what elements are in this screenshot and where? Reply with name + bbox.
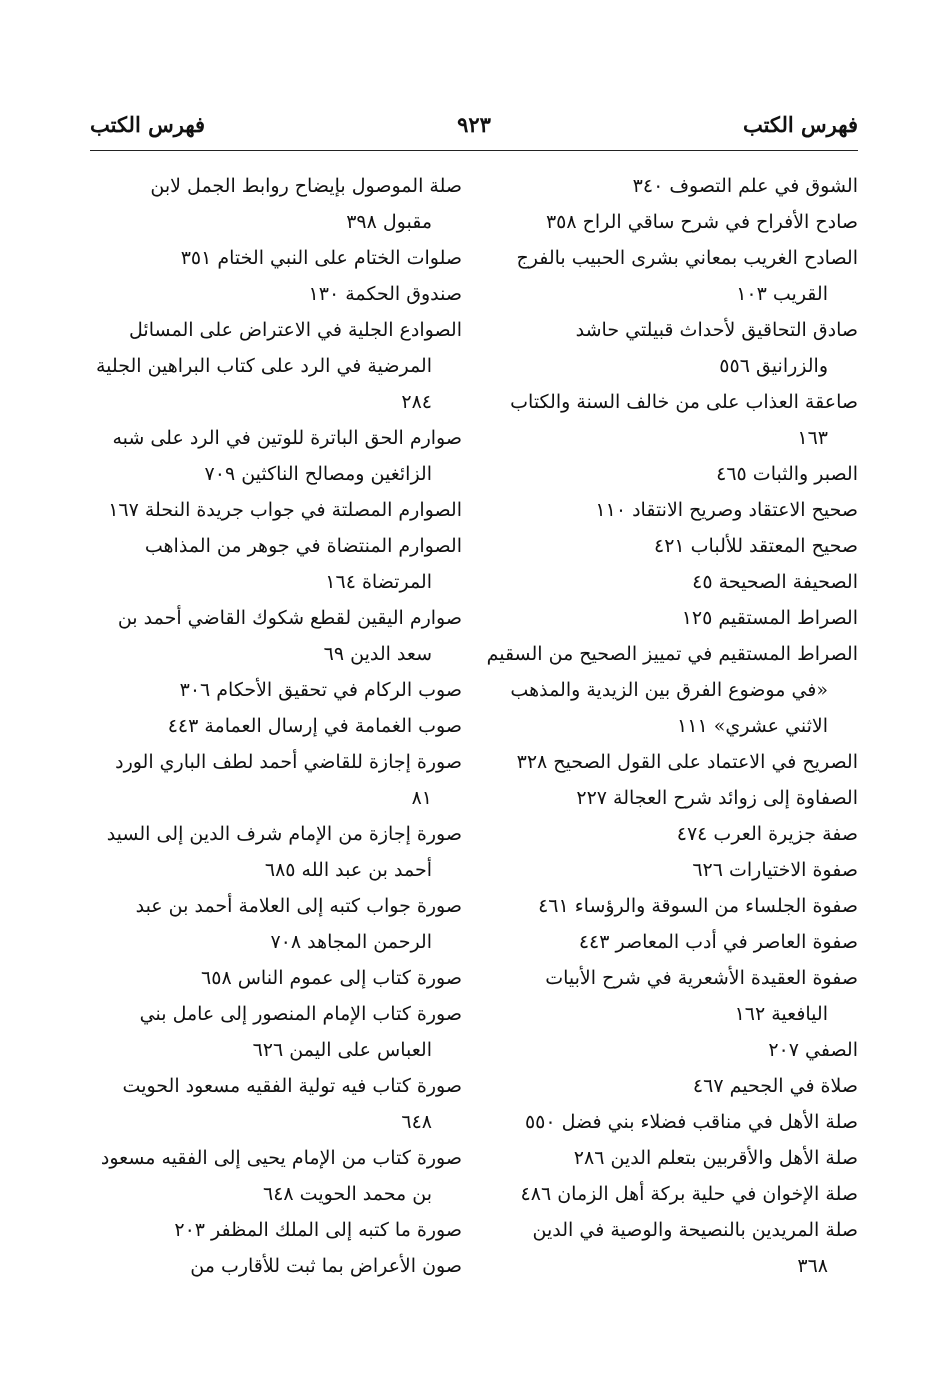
index-column-right [482, 168, 858, 1284]
index-entry [482, 1176, 858, 1212]
entry-continuation-line: الرحمن المجاهد ٧٠٨ [270, 931, 432, 953]
index-entry [86, 672, 462, 708]
entry-title-line: صحيح المعتقد للألباب ٤٢١ [654, 535, 858, 557]
index-entry [482, 960, 858, 1032]
entry-continuation-line: ٢٨٤ [401, 391, 432, 413]
index-entry [86, 1212, 462, 1248]
index-entry [86, 1068, 462, 1140]
index-entry [86, 744, 462, 816]
entry-title-line: صورة ما كتبه إلى الملك المظفر ٢٠٣ [174, 1219, 462, 1241]
entry-title-line: الصفي ٢٠٧ [768, 1039, 858, 1061]
entry-title-line: صادق التحاقيق لأحداث قبيلتي حاشد [575, 319, 858, 341]
entry-continuation-line: أحمد بن عبد الله ٦٨٥ [264, 859, 432, 881]
entry-title-line: صورة كتاب الإمام المنصور إلى عامل بني [139, 1003, 462, 1025]
entry-continuation-line: ٦٤٨ [401, 1111, 432, 1133]
index-entry [482, 492, 858, 528]
entry-title-line: الصوارم المنتضاة في جوهر من المذاهب [144, 535, 462, 557]
entry-title-line: صفوة العاصر في أدب المعاصر ٤٤٣ [578, 931, 858, 953]
index-entry [482, 600, 858, 636]
running-title-left: فهرس الكتب [90, 112, 206, 137]
index-entry [482, 312, 858, 384]
index-entry [482, 924, 858, 960]
entry-title-line: صفوة الجلساء من السوقة والرؤساء ٤٦١ [538, 895, 858, 917]
entry-title-line: صورة كتاب فيه تولية الفقيه مسعود الحويت [122, 1075, 462, 1097]
index-entry [86, 1140, 462, 1212]
index-entry [482, 744, 858, 780]
entry-title-line: الصحيفة الصحيحة ٤٥ [692, 571, 858, 593]
index-entry [86, 600, 462, 672]
index-entry [86, 1248, 462, 1284]
index-entry [482, 888, 858, 924]
entry-continuation-line: اليافعية ١٦٢ [734, 1003, 828, 1025]
entry-title-line: صلوات الختام على النبي الختام ٣٥١ [180, 247, 462, 269]
entry-continuation-line: القريب ١٠٣ [736, 283, 828, 305]
entry-title-line: الصبر والثبات ٤٦٥ [716, 463, 858, 485]
entry-title-line: صوارم الحق الباترة للوتين في الرد على شبه [112, 427, 462, 449]
entry-title-line: صندوق الحكمة ١٣٠ [308, 283, 462, 305]
entry-continuation-line: بن محمد الحويت ٦٤٨ [263, 1183, 432, 1205]
index-entry [482, 816, 858, 852]
entry-title-line: صوب الغمامة في إرسال العمامة ٤٤٣ [167, 715, 462, 737]
header-rule [90, 150, 858, 151]
index-entry [482, 1068, 858, 1104]
entry-title-line: صون الأعراض بما ثبت للأقارب من [190, 1255, 462, 1277]
entry-title-line: صلة الموصول بإيضاح روابط الجمل لابن [150, 175, 462, 197]
entry-title-line: صلة الأهل في مناقب فضلاء بني فضل ٥٥٠ [524, 1111, 858, 1133]
index-entry [482, 384, 858, 456]
entry-title-line: الصوارم المصلتة في جواب جريدة النحلة ١٦٧ [108, 499, 462, 521]
entry-title-line: صلة الإخوان في حلية بركة أهل الزمان ٤٨٦ [520, 1183, 858, 1205]
entry-title-line: صلة المريدين بالنصيحة والوصية في الدين [532, 1219, 858, 1241]
entry-continuation-line: مقبول ٣٩٨ [346, 211, 432, 233]
index-entry [86, 528, 462, 600]
entry-title-line: صفة جزيرة العرب ٤٧٤ [676, 823, 858, 845]
index-entry [482, 1140, 858, 1176]
entry-continuation-line: الاثني عشري» ١١١ [677, 715, 828, 737]
index-entry [86, 420, 462, 492]
index-entry [482, 240, 858, 312]
running-title-right: فهرس الكتب [742, 112, 858, 137]
index-entry [482, 564, 858, 600]
index-entry [482, 852, 858, 888]
index-entry [482, 1032, 858, 1068]
entry-title-line: الصراط المستقيم في تمييز الصحيح من السقيم [486, 643, 858, 665]
entry-continuation-line: سعد الدين ٦٩ [323, 643, 432, 665]
index-entry [86, 960, 462, 996]
entry-continuation-line: المرتضاة ١٦٤ [325, 571, 432, 593]
index-entry [482, 528, 858, 564]
index-entry [86, 276, 462, 312]
index-entry [86, 888, 462, 960]
index-entry [86, 168, 462, 240]
entry-continuation-line: «في موضوع الفرق بين الزيدية والمذهب [510, 679, 828, 701]
entry-title-line: الصادح الغريب بمعاني بشرى الحبيب بالفرج [516, 247, 858, 269]
entry-title-line: صورة إجازة من الإمام شرف الدين إلى السيد [106, 823, 462, 845]
entry-continuation-line: والزرانيق ٥٥٦ [719, 355, 828, 377]
index-entry [482, 204, 858, 240]
entry-title-line: صوارم اليقين لقطع شكوك القاضي أحمد بن [117, 607, 462, 629]
entry-title-line: صورة إجازة للقاضي أحمد لطف الباري الورد [115, 751, 462, 773]
index-entry [86, 312, 462, 420]
entry-title-line: صلة الأهل والأقربين بتعلم الدين ٢٨٦ [573, 1147, 858, 1169]
entry-continuation-line: ٣٦٨ [797, 1255, 828, 1277]
page-number: ٩٢٣ [457, 112, 491, 137]
index-entry [482, 168, 858, 204]
index-entry [482, 1104, 858, 1140]
index-entry [482, 1212, 858, 1284]
entry-continuation-line: ١٦٣ [797, 427, 828, 449]
entry-continuation-line: المرضية في الرد على كتاب البراهين الجلية [96, 355, 432, 377]
entry-continuation-line: الزائغين ومصالح الناكثين ٧٠٩ [204, 463, 432, 485]
index-column-left [86, 168, 462, 1284]
entry-title-line: صحيح الاعتقاد وصريح الانتقاد ١١٠ [595, 499, 858, 521]
index-entry [482, 456, 858, 492]
index-entry [86, 996, 462, 1068]
entry-title-line: صورة كتاب من الإمام يحيى إلى الفقيه مسعود [100, 1147, 462, 1169]
entry-title-line: صفوة العقيدة الأشعرية في شرح الأبيات [545, 967, 858, 989]
entry-title-line: الصوادع الجلية في الاعتراض على المسائل [129, 319, 462, 341]
page-header [90, 108, 858, 144]
index-entry [482, 636, 858, 744]
entry-title-line: الشوق في علم التصوف ٣٤٠ [632, 175, 858, 197]
entry-title-line: صفوة الاختيارات ٦٢٦ [692, 859, 858, 881]
entry-title-line: صوب الركام في تحقيق الأحكام ٣٠٦ [179, 679, 462, 701]
index-entry [86, 708, 462, 744]
entry-title-line: صاعقة العذاب على من خالف السنة والكتاب [510, 391, 858, 413]
entry-title-line: الصفاوة إلى زوائد شرح العجالة ٢٢٧ [576, 787, 858, 809]
index-entry [482, 780, 858, 816]
entry-title-line: صادح الأفراح في شرح ساقي الراح ٣٥٨ [545, 211, 858, 233]
index-entry [86, 492, 462, 528]
index-entry [86, 816, 462, 888]
index-entry [86, 240, 462, 276]
entry-title-line: صورة كتاب إلى عموم الناس ٦٥٨ [201, 967, 462, 989]
entry-title-line: صلاة في الجحيم ٤٦٧ [692, 1075, 858, 1097]
entry-title-line: صورة جواب كتبه إلى العلامة أحمد بن عبد [135, 895, 462, 917]
entry-continuation-line: العباس على اليمن ٦٢٦ [252, 1039, 432, 1061]
entry-title-line: الصريح في الاعتماد على القول الصحيح ٣٢٨ [516, 751, 858, 773]
entry-continuation-line: ٨١ [411, 787, 432, 809]
entry-title-line: الصراط المستقيم ١٢٥ [681, 607, 858, 629]
